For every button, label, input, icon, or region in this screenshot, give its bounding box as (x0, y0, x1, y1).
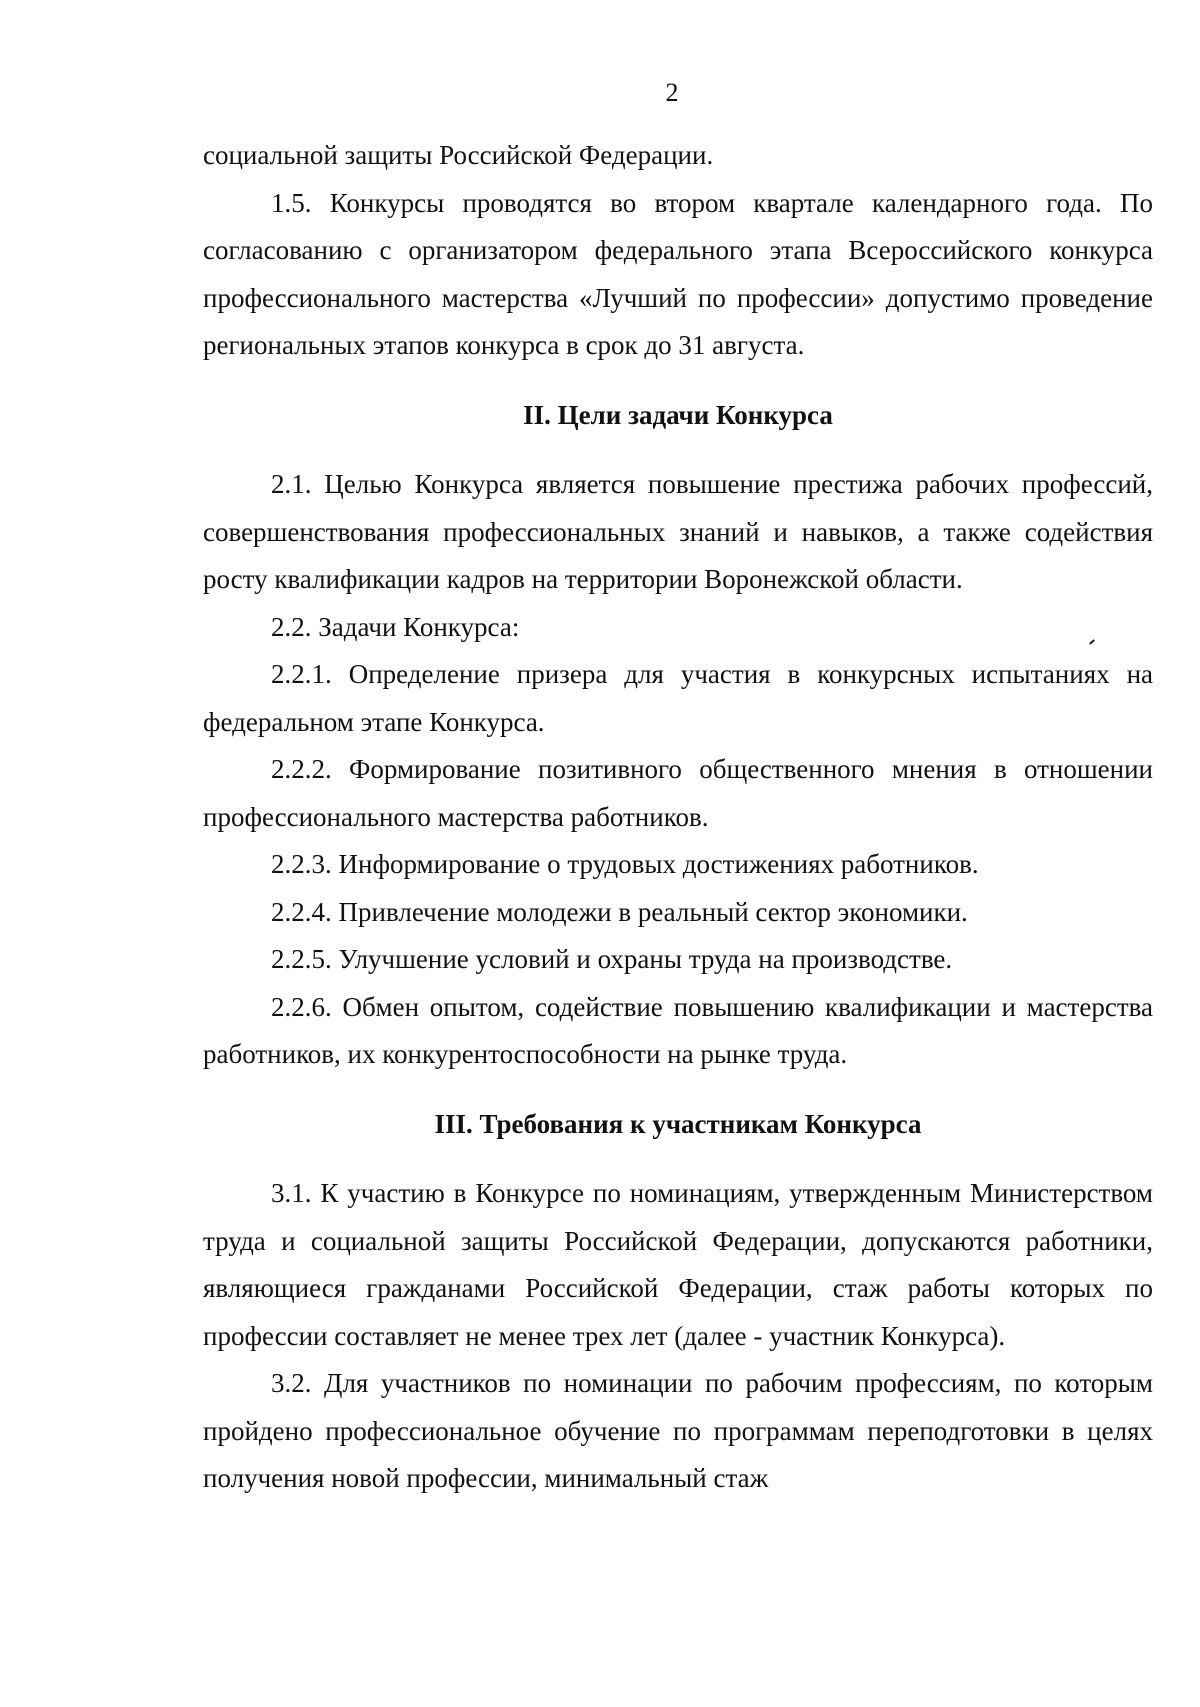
paragraph: 2.2.3. Информирование о трудовых достижениях работников. (271, 849, 979, 879)
paragraph: 3.1. К участию в Конкурсе по номинациям, утвержденным Министерством труда и социальной защиты Российской Федерации, допускаются работники, являющиеся гражданами Российской Федерации, стаж работы которых по профессии составляет не менее трех лет (далее - участник Конкурса). (203, 1178, 1153, 1351)
paragraph: 3.2. Для участников по номинации по рабочим профессиям, по которым пройдено профессиональное обучение по программам переподготовки в целях получения новой профессии, минимальный стаж (203, 1368, 1153, 1493)
paragraph: 2.2.2. Формирование позитивного общественного мнения в отношении профессионального мастерства работников. (203, 754, 1153, 832)
page-number: 2 (665, 78, 679, 107)
paragraph: 2.2.4. Привлечение молодежи в реальный сектор экономики. (271, 896, 968, 927)
section-heading: II. Цели задачи Конкурса (523, 399, 833, 430)
paragraph: 2.2.1. Определение призера для участия в конкурсных испытаниях на федеральном этапе Конкурса. (203, 659, 1153, 737)
paragraph: 1.5. Конкурсы проводятся во втором квартале календарного года. По согласованию с организатором федерального этапа Всероссийского конкурса профессионального мастерства «Лучший по профессии» допустимо проведение региональных этапов конкурса в срок до 31 августа. (203, 187, 1153, 360)
section-heading: III. Требования к участникам Конкурса (434, 1108, 922, 1139)
paragraph: 2.1. Целью Конкурса является повышение престижа рабочих профессий, совершенствования профессиональных знаний и навыков, а также содействия росту квалификации кадров на территории Воронежской области. (203, 469, 1153, 594)
paragraph: 2.2. Задачи Конкурса: (271, 611, 520, 642)
paragraph: 2.2.5. Улучшение условий и охраны труда на производстве. (271, 944, 953, 974)
document-body (203, 132, 1153, 1503)
paragraph: социальной защиты Российской Федерации. (203, 140, 714, 170)
paragraph: 2.2.6. Обмен опытом, содействие повышению квалификации и мастерства работников, их конкурентоспособности на рынке труда. (203, 991, 1153, 1069)
